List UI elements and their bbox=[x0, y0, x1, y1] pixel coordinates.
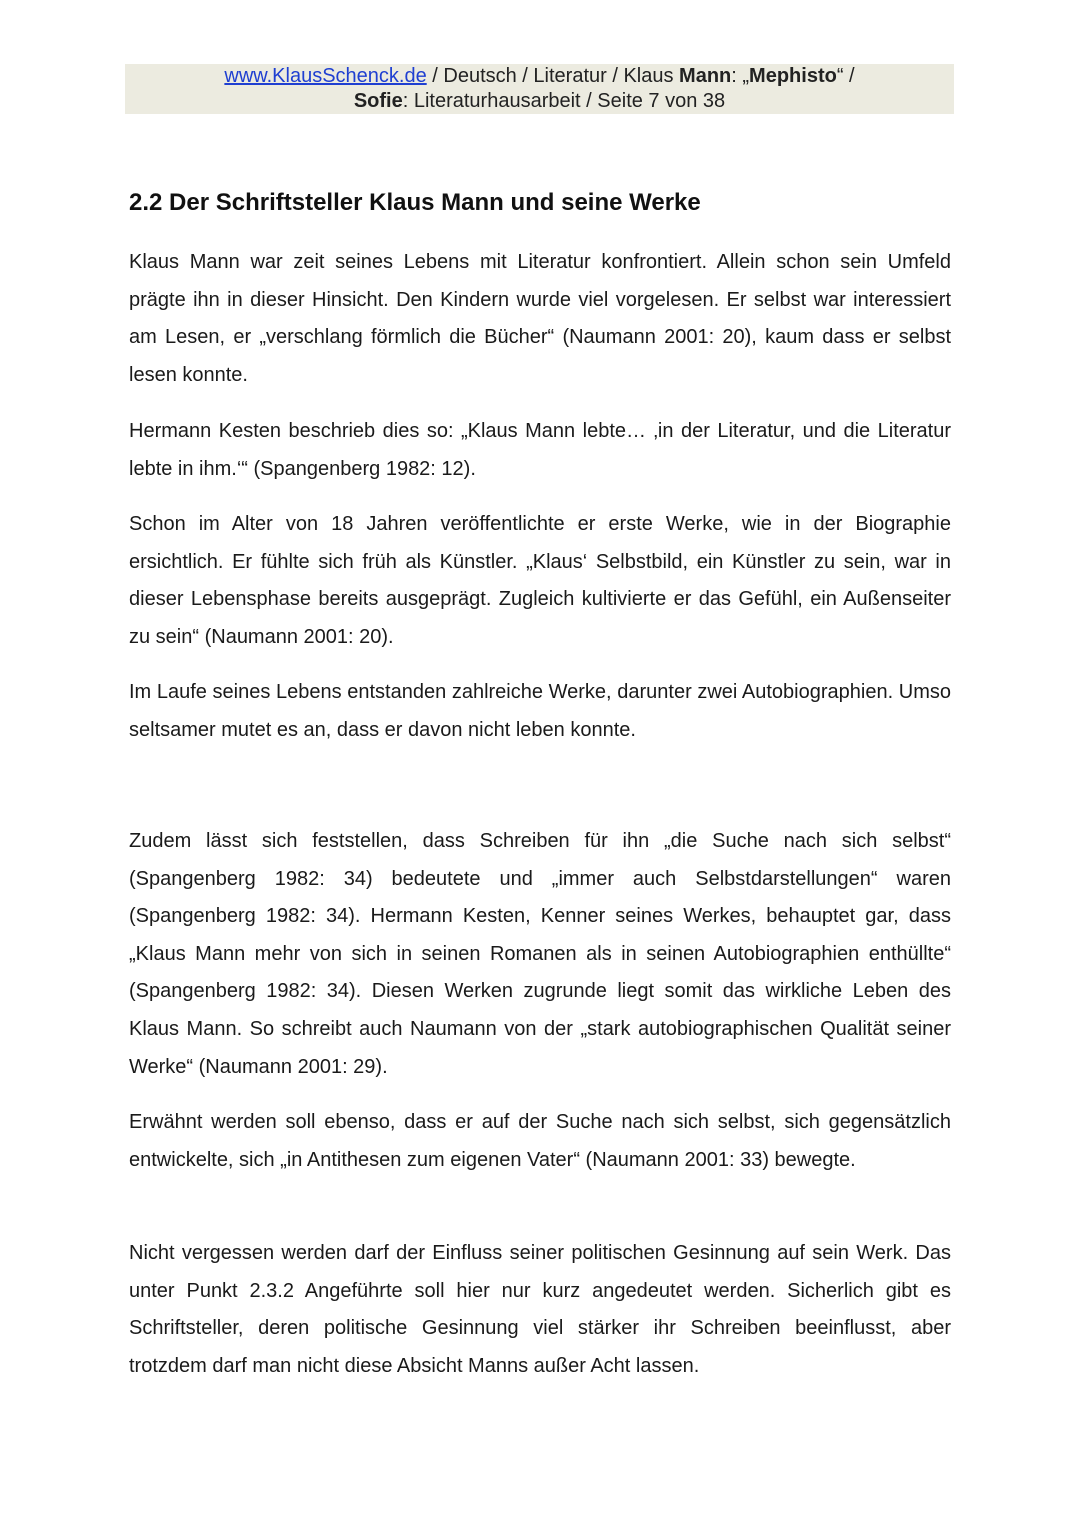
section-title: 2.2 Der Schriftsteller Klaus Mann und seine Werke bbox=[129, 189, 701, 216]
site-link[interactable]: www.KlausSchenck.de bbox=[224, 65, 427, 87]
header-separator: : „ bbox=[731, 65, 750, 87]
page-header bbox=[125, 64, 954, 114]
header-page-info: : Literaturhausarbeit / Seite 7 von 38 bbox=[402, 90, 726, 112]
paragraph-7: Nicht vergessen werden darf der Einfluss seiner politischen Gesinnung auf sein Werk. Das unter Punkt 2.3.2 Angeführte soll hier nur kurz angedeutet werden. Sicherlich gibt es Schriftsteller, deren politische Gesinnung viel stärker ihr Schreiben beeinflusst, aber trotzdem darf man nicht diese Absicht Manns außer Acht lassen. bbox=[129, 1242, 951, 1377]
header-author: Mann bbox=[679, 65, 732, 87]
paragraph-2: Hermann Kesten beschrieb dies so: „Klaus Mann lebte… ‚in der Literatur, und die Literatur lebte in ihm.‘“ (Spangenberg 1982: 12). bbox=[129, 420, 951, 480]
header-student-name: Sofie bbox=[353, 90, 403, 112]
header-book-title: Mephisto bbox=[749, 65, 837, 87]
paragraph-4: Im Laufe seines Lebens entstanden zahlreiche Werke, darunter zwei Autobiographien. Umso seltsamer mutet es an, dass er davon nicht leben konnte. bbox=[129, 681, 951, 741]
header-quote-close: “ / bbox=[836, 65, 855, 87]
header-line-1 bbox=[125, 64, 954, 89]
header-line-2 bbox=[125, 89, 954, 114]
header-path: / Deutsch / Literatur / Klaus bbox=[426, 65, 680, 87]
paragraph-3: Schon im Alter von 18 Jahren veröffentlichte er erste Werke, wie in der Biographie ersichtlich. Er fühlte sich früh als Künstler. „Klaus‘ Selbstbild, ein Künstler zu sein, war in dieser Lebensphase bereits ausgeprägt. Zugleich kultivierte er das Gefühl, ein Außenseiter zu sein“ (Naumann 2001: 20). bbox=[129, 513, 951, 648]
paragraph-6: Erwähnt werden soll ebenso, dass er auf der Suche nach sich selbst, sich gegensätzlich entwickelte, sich „in Antithesen zum eigenen Vater“ (Naumann 2001: 33) bewegte. bbox=[129, 1111, 951, 1171]
paragraph-5: Zudem lässt sich feststellen, dass Schreiben für ihn „die Suche nach sich selbst“ (Spangenberg 1982: 34) bedeutete und „immer auch Selbstdarstellungen“ waren (Spangenberg 1982: 34). Hermann Kesten, Kenner seines Werkes, behauptet gar, dass „Klaus Mann mehr von sich in seinen Romanen als in seinen Autobiographien enthüllte“ (Spangenberg 1982: 34). Diesen Werken zugrunde liegt somit das wirkliche Leben des Klaus Mann. So schreibt auch Naumann von der „stark autobiographischen Qualität seiner Werke“ (Naumann 2001: 29). bbox=[129, 830, 951, 1078]
paragraph-1: Klaus Mann war zeit seines Lebens mit Literatur konfrontiert. Allein schon sein Umfeld prägte ihn in dieser Hinsicht. Den Kindern wurde viel vorgelesen. Er selbst war interessiert am Lesen, er „verschlang förmlich die Bücher“ (Naumann 2001: 20), kaum dass er selbst lesen konnte. bbox=[129, 251, 951, 386]
